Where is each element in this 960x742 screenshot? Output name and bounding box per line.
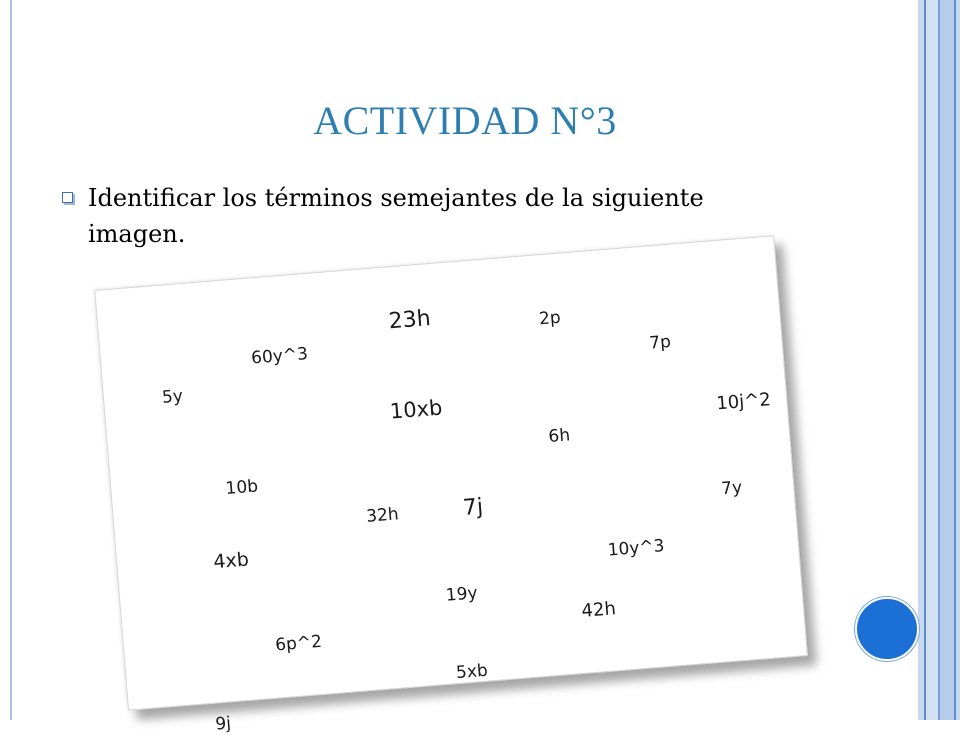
term-10y3: 10y^3 xyxy=(607,536,666,561)
term-23h: 23h xyxy=(387,306,432,335)
slide-title: ACTIVIDAD N°3 xyxy=(313,98,617,143)
term-19y: 19y xyxy=(445,583,479,606)
term-10xb: 10xb xyxy=(389,395,444,424)
term-42h: 42h xyxy=(580,598,617,622)
term-10j2: 10j^2 xyxy=(715,389,772,415)
term-7p: 7p xyxy=(648,331,672,354)
term-5xb: 5xb xyxy=(455,660,489,684)
term-9j: 9j xyxy=(214,713,232,735)
term-6p2: 6p^2 xyxy=(274,631,323,656)
term-4xb: 4xb xyxy=(212,548,250,574)
term-7y: 7y xyxy=(720,477,743,500)
instruction-text: Identificar los términos semejantes de la siguiente imagen. xyxy=(88,184,704,248)
bullet-square-icon xyxy=(62,192,73,203)
term-10b: 10b xyxy=(224,476,259,500)
terms-image xyxy=(94,235,805,735)
term-2p: 2p xyxy=(538,307,562,330)
term-60y3: 60y^3 xyxy=(250,344,309,369)
term-6h: 6h xyxy=(547,425,571,447)
decorative-circle xyxy=(855,597,919,661)
terms-card xyxy=(94,235,808,735)
term-7j: 7j xyxy=(461,494,485,522)
term-32h: 32h xyxy=(365,504,400,527)
term-5y: 5y xyxy=(161,386,184,408)
